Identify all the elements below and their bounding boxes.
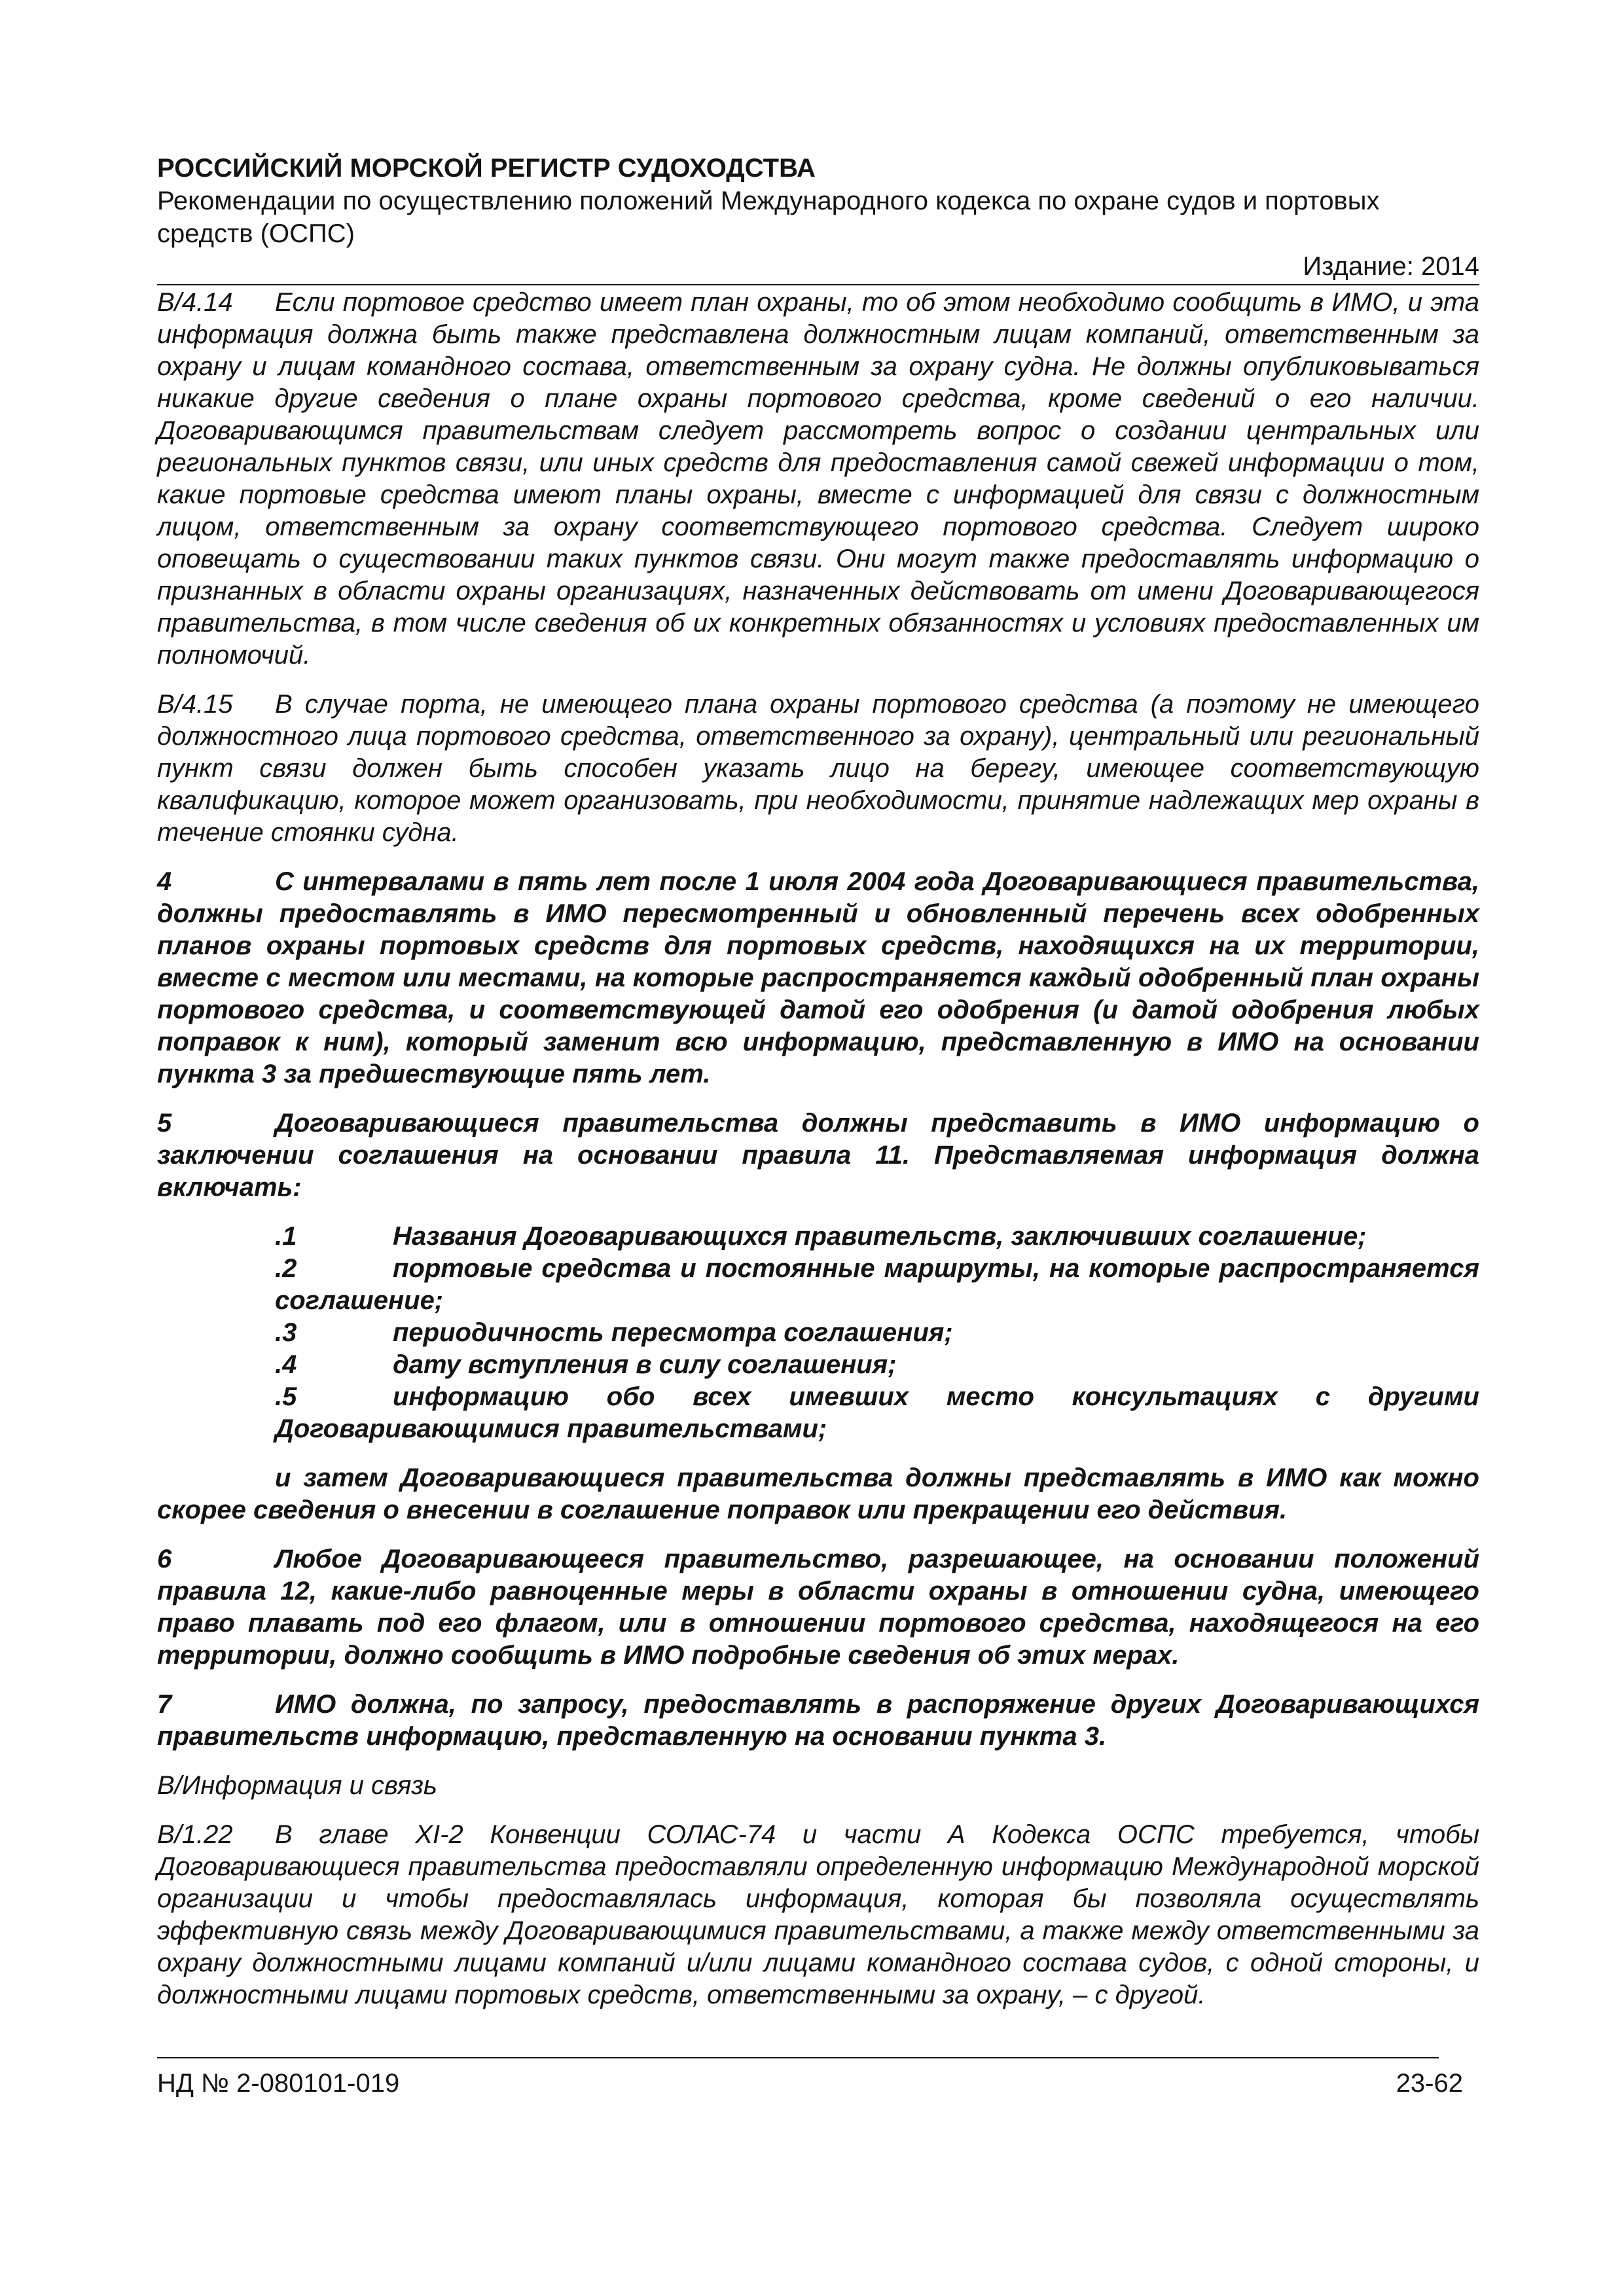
list-item [157, 1317, 1479, 1349]
list-item [157, 1349, 1479, 1381]
list-item-text: портовые средства и постоянные маршруты, на которые распространяется соглашение; [275, 1254, 1479, 1315]
header-divider [157, 284, 1479, 285]
paragraph-number: 7 [157, 1690, 172, 1719]
footer-divider [157, 2057, 1439, 2058]
paragraph-number: 6 [157, 1545, 172, 1573]
paragraph-text: В главе XI-2 Конвенции СОЛАС-74 и части А Кодекса ОСПС требуется, чтобы Договаривающиеся правительства предоставляли определенную информацию Международной морской организации и чтобы предоставлялась информация, которая бы позволяла осуществлять эффективную связь между Договаривающимися правительствами, а также между ответственными за охрану должностными лицами компаний и/или лицами командного состава судов, с одной стороны, и должностными лицами портовых средств, ответственными за охрану, – с другой. [157, 1820, 1479, 2009]
list-item-number: .1 [275, 1222, 297, 1251]
paragraph-6 [157, 1543, 1479, 1672]
document-body [157, 287, 1479, 2028]
list-item-number: .4 [275, 1350, 297, 1379]
list-item [157, 1253, 1479, 1317]
paragraph-4 [157, 866, 1479, 1090]
list-item-number: .5 [275, 1382, 297, 1411]
paragraph-text: ИМО должна, по запросу, предоставлять в распоряжение других Договаривающихся правительств информацию, представленную на основании пункта 3. [157, 1690, 1479, 1751]
list-item-text: информацию обо всех имевших место консультациях с другими Договаривающимися правительствами; [275, 1382, 1479, 1443]
paragraph-text: С интервалами в пять лет после 1 июля 2004 года Договаривающиеся правительства, должны предоставлять в ИМО пересмотренный и обновленный перечень всех одобренных планов охраны портовых средств для портовых средств, находящихся на их территории, вместе с местом или местами, на которые распространяется каждый одобренный план охраны портового средства, и соответствующей датой его одобрения (и датой одобрения любых поправок к ним), который заменит всю информацию, представленную в ИМО на основании пункта 3 за предшествующие пять лет. [157, 867, 1479, 1088]
page-number: 23-62 [1396, 2069, 1463, 2098]
list-item-text: Названия Договаривающихся правительств, заключивших соглашение; [393, 1222, 1367, 1251]
paragraph-text: Если портовое средство имеет план охраны, то об этом необходимо сообщить в ИМО, и эта информация должна быть также представлена должностным лицам компаний, ответственным за охрану и лицам командного состава, ответственным за охрану судна. Не должны опубликовываться никакие другие сведения о плане охраны портового средства, кроме сведений о его наличии. Договаривающимся правительствам следует рассмотреть вопрос о создании центральных или региональных пунктов связи, или иных средств для предоставления самой свежей информации о том, какие портовые средства имеют планы охраны, вместе с информацией для связи с должностным лицом, ответственным за охрану соответствующего портового средства. Следует широко оповещать о существовании таких пунктов связи. Они могут также предоставлять информацию о признанных в области охраны организациях, назначенных действовать от имени Договаривающегося правительства, в том числе сведения об их конкретных обязанностях и условиях предоставленных им полномочий. [157, 288, 1479, 670]
paragraph-b4-15 [157, 689, 1479, 849]
paragraph-number: 4 [157, 867, 172, 896]
paragraph-number: B/4.15 [157, 690, 233, 719]
organization-name: РОССИЙСКИЙ МОРСКОЙ РЕГИСТР СУДОХОДСТВА [157, 154, 816, 183]
paragraph-5-list [157, 1221, 1479, 1445]
paragraph-b1-22 [157, 1819, 1479, 2011]
paragraph-5-tail: и затем Договаривающиеся правительства должны представлять в ИМО как можно скорее сведения о внесении в соглашение поправок или прекращении его действия. [157, 1463, 1479, 1524]
list-item [157, 1381, 1479, 1445]
paragraph-number: 5 [157, 1109, 172, 1138]
edition-label: Издание: 2014 [1303, 252, 1479, 281]
list-item [157, 1221, 1479, 1253]
paragraph-number: B/1.22 [157, 1820, 233, 1849]
paragraph-b4-14 [157, 287, 1479, 672]
list-item-number: .2 [275, 1254, 297, 1283]
paragraph-text: Договаривающиеся правительства должны представить в ИМО информацию о заключении соглашения на основании правила 11. Представляемая информация должна включать: [157, 1109, 1479, 1202]
paragraph-number: B/4.14 [157, 288, 233, 317]
document-number: НД № 2-080101-019 [157, 2069, 400, 2098]
paragraph-7 [157, 1689, 1479, 1753]
paragraph-5 [157, 1107, 1479, 1204]
page-header [157, 152, 1479, 283]
document-title: Рекомендации по осуществлению положений Международного кодекса по охране судов и портовых средств (ОСПС) [157, 187, 1380, 248]
paragraph-text: Любое Договаривающееся правительство, разрешающее, на основании положений правила 12, какие-либо равноценные меры в области охраны в отношении судна, имеющего право плавать под его флагом, или в отношении портового средства, находящегося на его территории, должно сообщить в ИМО подробные сведения об этих мерах. [157, 1545, 1479, 1670]
list-item-text: дату вступления в силу соглашения; [393, 1350, 897, 1379]
list-item-number: .3 [275, 1318, 297, 1347]
list-item-text: периодичность пересмотра соглашения; [393, 1318, 953, 1347]
paragraph-text: В случае порта, не имеющего плана охраны портового средства (а поэтому не имеющего должностного лица портового средства, ответственного за охрану), центральный или региональный пункт связи должен быть способен указать лицо на берегу, имеющее соответствующую квалификацию, которое может организовать, при необходимости, принятие надлежащих мер охраны в течение стоянки судна. [157, 690, 1479, 847]
section-heading: B/Информация и связь [157, 1771, 437, 1800]
